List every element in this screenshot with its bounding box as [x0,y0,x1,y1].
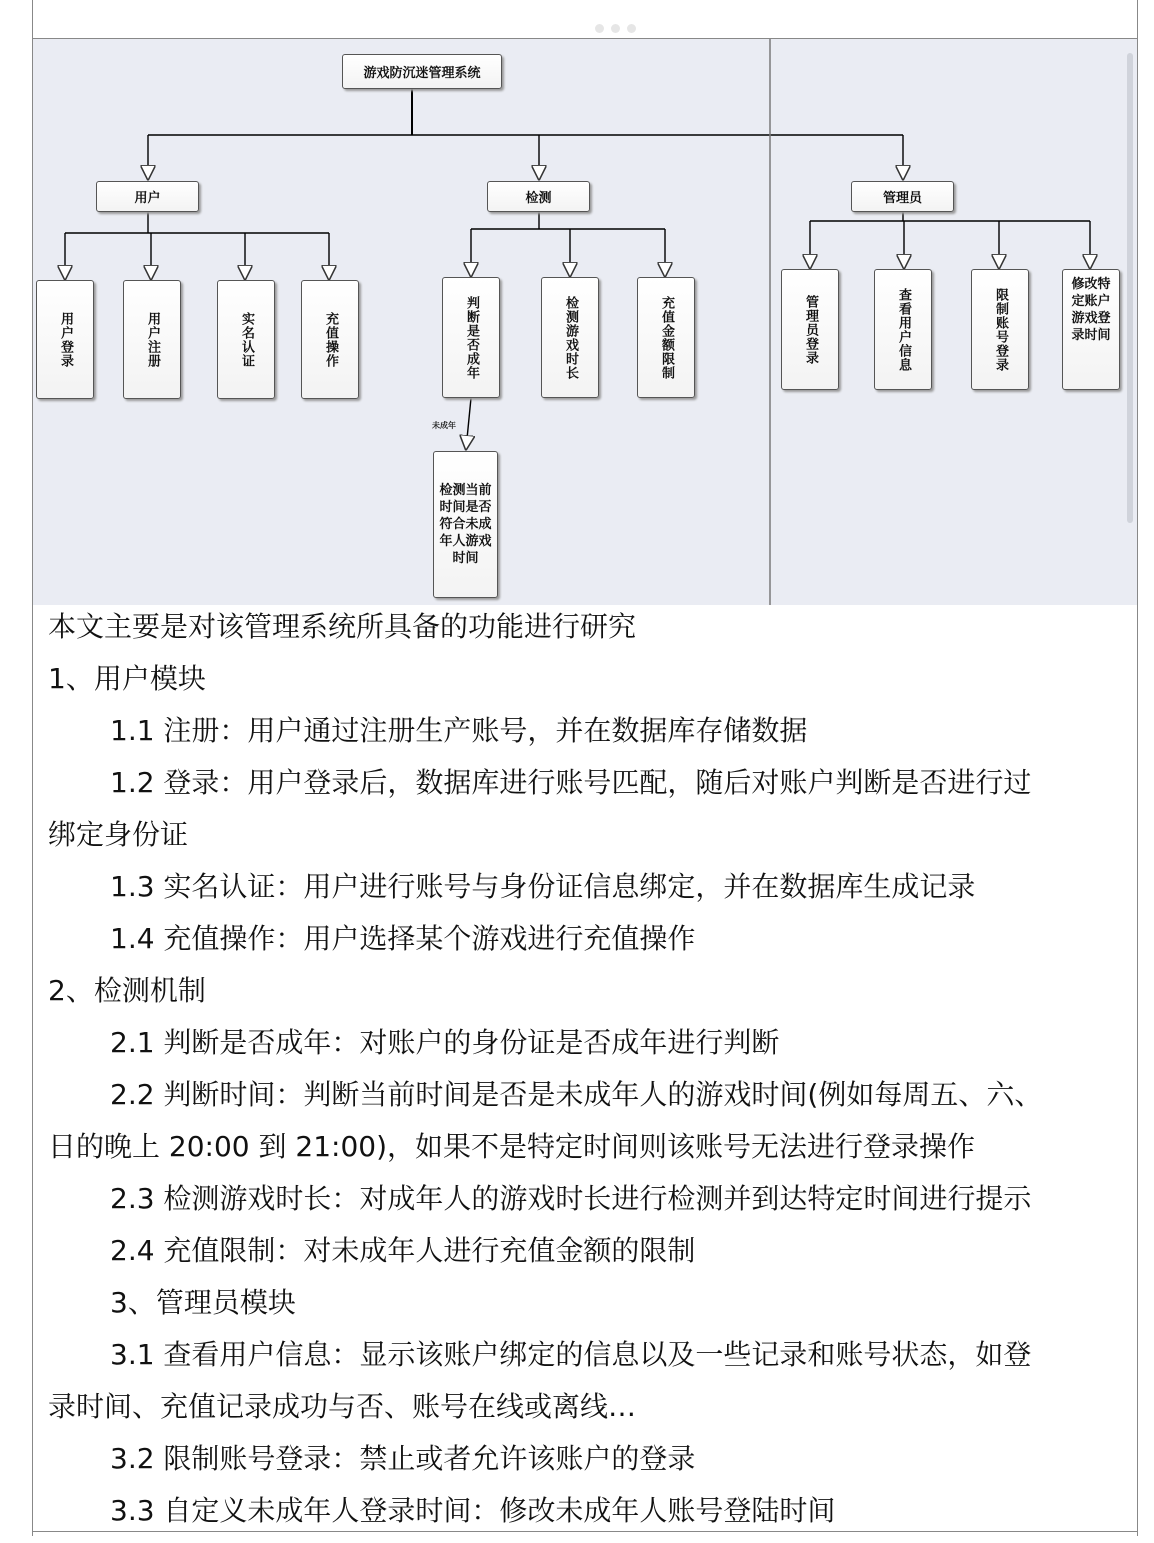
user-login-node: 用户登录 [36,280,94,399]
doc-line: 2.4 充值限制：对未成年人进行充值金额的限制 [110,1234,696,1267]
restrict-login-node: 限制账号登录 [971,269,1029,390]
detect-node: 检测 [487,181,590,212]
window-top-bar [33,0,1137,39]
doc-line: 1、用户模块 [48,662,206,695]
intro-line: 本文主要是对该管理系统所具备的功能进行研究 [48,610,637,643]
more-dots-icon[interactable] [595,18,643,37]
doc-line: 1.4 充值操作：用户选择某个游戏进行充值操作 [110,922,696,955]
admin-login-node: 管理员登录 [781,269,839,390]
game-duration-node: 检测游戏时长 [541,277,599,398]
doc-line: 2.3 检测游戏时长：对成年人的游戏时长进行检测并到达特定时间进行提示 [110,1182,1032,1215]
minor-condition-label: 未成年 [432,420,456,430]
system-structure-diagram [33,39,1137,605]
doc-line: 3、管理员模块 [110,1286,296,1319]
doc-line: 3.2 限制账号登录：禁止或者允许该账户的登录 [110,1442,696,1475]
doc-line: 2、检测机制 [48,974,206,1007]
doc-line: 1.1 注册：用户通过注册生产账号，并在数据库存储数据 [110,714,808,747]
recharge-op-node: 充值操作 [301,280,359,399]
document-body [48,607,1134,1543]
bottom-border [33,1531,1137,1532]
doc-line: 录时间、充值记录成功与否、账号在线或离线… [48,1390,637,1423]
real-name-auth-node: 实名认证 [217,280,275,399]
doc-line: 2.2 判断时间：判断当前时间是否是未成年人的游戏时间(例如每周五、六、 [110,1078,1043,1111]
admin-node: 管理员 [851,181,954,212]
minor-time-check-node: 检测当前时间是否符合未成年人游戏时间 [433,451,498,598]
doc-line: 2.1 判断是否成年：对账户的身份证是否成年进行判断 [110,1026,780,1059]
recharge-limit-node: 充值金额限制 [637,277,695,398]
doc-line: 1.3 实名认证：用户进行账号与身份证信息绑定，并在数据库生成记录 [110,870,976,903]
modify-login-time-node: 修改特定账户游戏登录时间 [1062,269,1120,390]
doc-line: 3.3 自定义未成年人登录时间：修改未成年人账号登陆时间 [110,1494,836,1527]
doc-line: 绑定身份证 [48,818,189,851]
root-node: 游戏防沉迷管理系统 [342,54,502,89]
user-register-node: 用户注册 [123,280,181,399]
user-node: 用户 [96,181,199,212]
diagram-scrollbar[interactable] [1127,53,1133,523]
doc-line: 日的晚上 20:00 到 21:00)，如果不是特定时间则该账号无法进行登录操作 [48,1130,976,1163]
doc-line: 3.1 查看用户信息：显示该账户绑定的信息以及一些记录和账号状态，如登 [110,1338,1032,1371]
doc-line: 1.2 登录：用户登录后，数据库进行账号匹配，随后对账户判断是否进行过 [110,766,1032,799]
view-user-info-node: 查看用户信息 [874,269,932,390]
adult-check-node: 判断是否成年 [442,277,500,398]
